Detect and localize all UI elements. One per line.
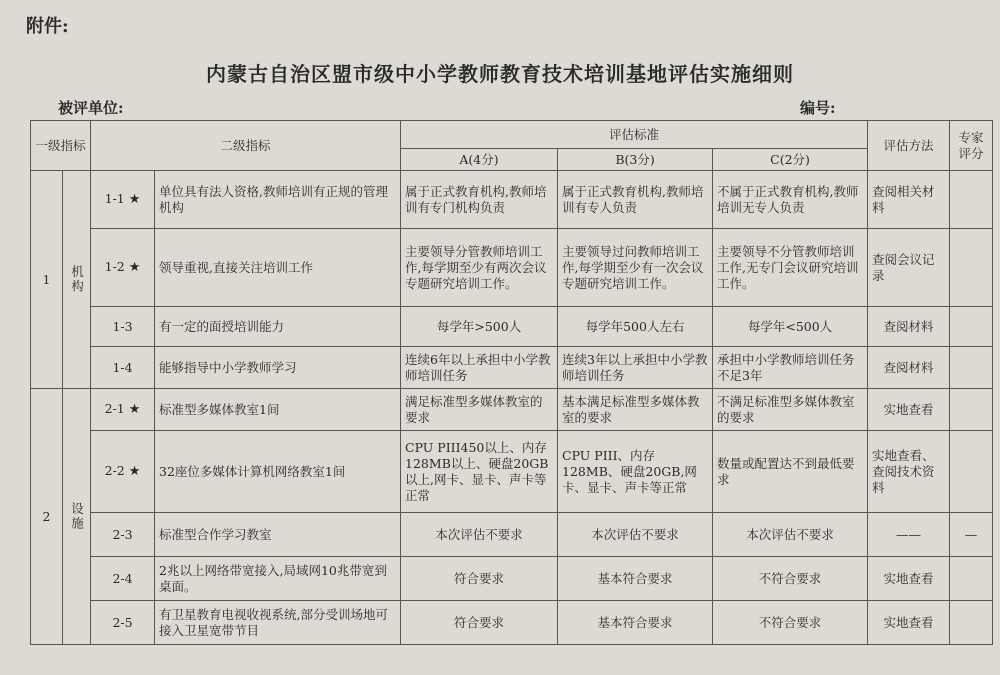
grade-c-text: 主要领导不分管教师培训工作,无专门会议研究培训工作。 bbox=[713, 229, 868, 307]
table-row bbox=[31, 347, 993, 389]
header-level1: 一级指标 bbox=[31, 121, 91, 171]
header-standards: 评估标准 bbox=[401, 121, 868, 149]
method-text: 实地查看 bbox=[868, 601, 950, 645]
header-grade-c: C(2分) bbox=[713, 149, 868, 171]
table-row bbox=[31, 601, 993, 645]
grade-c-text: 不属于正式教育机构,教师培训无专人负责 bbox=[713, 171, 868, 229]
grade-b-text: 基本满足标准型多媒体教室的要求 bbox=[558, 389, 713, 431]
item-text: 有一定的面授培训能力 bbox=[155, 307, 401, 347]
grade-b-text: 本次评估不要求 bbox=[558, 513, 713, 557]
header-level2: 二级指标 bbox=[91, 121, 401, 171]
table-row bbox=[31, 389, 993, 431]
grade-a-text: CPU PIII450以上、内存128MB以上、硬盘20GB以上,网卡、显卡、声卡等正常 bbox=[401, 431, 558, 513]
star-icon: ★ bbox=[128, 402, 141, 417]
item-code-cell bbox=[91, 513, 155, 557]
grade-b-text: 每学年500人左右 bbox=[558, 307, 713, 347]
item-code: 1-2 bbox=[104, 259, 125, 274]
group-number: 2 bbox=[31, 389, 63, 645]
grade-b-text: CPU PIII、内存128MB、硬盘20GB,网卡、显卡、声卡等正常 bbox=[558, 431, 713, 513]
method-text: 实地查看 bbox=[868, 557, 950, 601]
grade-a-text: 本次评估不要求 bbox=[401, 513, 558, 557]
item-code-cell bbox=[91, 557, 155, 601]
item-text: 有卫星教育电视收视系统,部分受训场地可接入卫星宽带节目 bbox=[155, 601, 401, 645]
attachment-label: 附件: bbox=[26, 16, 69, 37]
star-icon: ★ bbox=[128, 464, 141, 479]
header-expert-score: 专家评分 bbox=[950, 121, 993, 171]
item-code-cell bbox=[91, 389, 155, 431]
evaluation-table bbox=[30, 120, 993, 645]
method-text: 查阅会议记录 bbox=[868, 229, 950, 307]
expert-score-cell bbox=[950, 347, 993, 389]
group-name: 设施 bbox=[63, 389, 91, 645]
item-code: 2-1 bbox=[104, 401, 125, 416]
group-name: 机构 bbox=[63, 171, 91, 389]
grade-a-text: 主要领导分管教师培训工作,每学期至少有两次会议专题研究培训工作。 bbox=[401, 229, 558, 307]
grade-a-text: 连续6年以上承担中小学教师培训任务 bbox=[401, 347, 558, 389]
item-code-cell bbox=[91, 431, 155, 513]
item-text: 单位具有法人资格,教师培训有正规的管理机构 bbox=[155, 171, 401, 229]
item-code-cell bbox=[91, 171, 155, 229]
table-row bbox=[31, 431, 993, 513]
expert-score-cell: — bbox=[950, 513, 993, 557]
table-row bbox=[31, 307, 993, 347]
header-method: 评估方法 bbox=[868, 121, 950, 171]
grade-c-text: 不符合要求 bbox=[713, 557, 868, 601]
grade-c-text: 每学年<500人 bbox=[713, 307, 868, 347]
group-number: 1 bbox=[31, 171, 63, 389]
item-text: 领导重视,直接关注培训工作 bbox=[155, 229, 401, 307]
item-code-cell bbox=[91, 601, 155, 645]
item-text: 标准型多媒体教室1间 bbox=[155, 389, 401, 431]
grade-c-text: 本次评估不要求 bbox=[713, 513, 868, 557]
item-text: 能够指导中小学教师学习 bbox=[155, 347, 401, 389]
expert-score-cell bbox=[950, 171, 993, 229]
header-grade-b: B(3分) bbox=[558, 149, 713, 171]
item-text: 2兆以上网络带宽接入,局域网10兆带宽到桌面。 bbox=[155, 557, 401, 601]
grade-c-text: 不符合要求 bbox=[713, 601, 868, 645]
item-code-cell bbox=[91, 307, 155, 347]
item-code: 1-1 bbox=[104, 191, 125, 206]
item-code: 1-4 bbox=[112, 359, 133, 375]
grade-b-text: 主要领导过问教师培训工作,每学期至少有一次会议专题研究培训工作。 bbox=[558, 229, 713, 307]
item-code: 1-3 bbox=[112, 318, 133, 334]
expert-score-cell bbox=[950, 557, 993, 601]
grade-a-text: 满足标准型多媒体教室的要求 bbox=[401, 389, 558, 431]
table-row bbox=[31, 513, 993, 557]
expert-score-cell bbox=[950, 431, 993, 513]
item-code: 2-2 bbox=[104, 463, 125, 478]
document-title: 内蒙古自治区盟市级中小学教师教育技术培训基地评估实施细则 bbox=[206, 62, 794, 86]
method-text: 实地查看 bbox=[868, 389, 950, 431]
header-grade-a: A(4分) bbox=[401, 149, 558, 171]
item-text: 标准型合作学习教室 bbox=[155, 513, 401, 557]
grade-c-text: 承担中小学教师培训任务不足3年 bbox=[713, 347, 868, 389]
item-text: 32座位多媒体计算机网络教室1间 bbox=[155, 431, 401, 513]
table-row bbox=[31, 171, 993, 229]
item-code: 2-5 bbox=[112, 614, 133, 630]
grade-a-text: 符合要求 bbox=[401, 601, 558, 645]
expert-score-cell bbox=[950, 389, 993, 431]
method-text: —— bbox=[868, 513, 950, 557]
grade-b-text: 属于正式教育机构,教师培训有专人负责 bbox=[558, 171, 713, 229]
method-text: 查阅相关材料 bbox=[868, 171, 950, 229]
item-code-cell bbox=[91, 229, 155, 307]
evaluated-unit-label: 被评单位: bbox=[58, 99, 124, 117]
grade-b-text: 基本符合要求 bbox=[558, 557, 713, 601]
grade-c-text: 不满足标准型多媒体教室的要求 bbox=[713, 389, 868, 431]
grade-a-text: 每学年>500人 bbox=[401, 307, 558, 347]
expert-score-cell bbox=[950, 601, 993, 645]
grade-a-text: 属于正式教育机构,教师培训有专门机构负责 bbox=[401, 171, 558, 229]
number-label: 编号: bbox=[800, 99, 836, 117]
method-text: 查阅材料 bbox=[868, 347, 950, 389]
expert-score-cell bbox=[950, 229, 993, 307]
method-text: 实地查看、查阅技术资料 bbox=[868, 431, 950, 513]
expert-score-cell bbox=[950, 307, 993, 347]
table-row bbox=[31, 557, 993, 601]
grade-b-text: 连续3年以上承担中小学教师培训任务 bbox=[558, 347, 713, 389]
table-row bbox=[31, 229, 993, 307]
star-icon: ★ bbox=[128, 260, 141, 275]
method-text: 查阅材料 bbox=[868, 307, 950, 347]
item-code: 2-3 bbox=[112, 526, 133, 542]
grade-b-text: 基本符合要求 bbox=[558, 601, 713, 645]
item-code-cell bbox=[91, 347, 155, 389]
grade-c-text: 数量或配置达不到最低要求 bbox=[713, 431, 868, 513]
item-code: 2-4 bbox=[112, 570, 133, 586]
star-icon: ★ bbox=[128, 192, 141, 207]
grade-a-text: 符合要求 bbox=[401, 557, 558, 601]
